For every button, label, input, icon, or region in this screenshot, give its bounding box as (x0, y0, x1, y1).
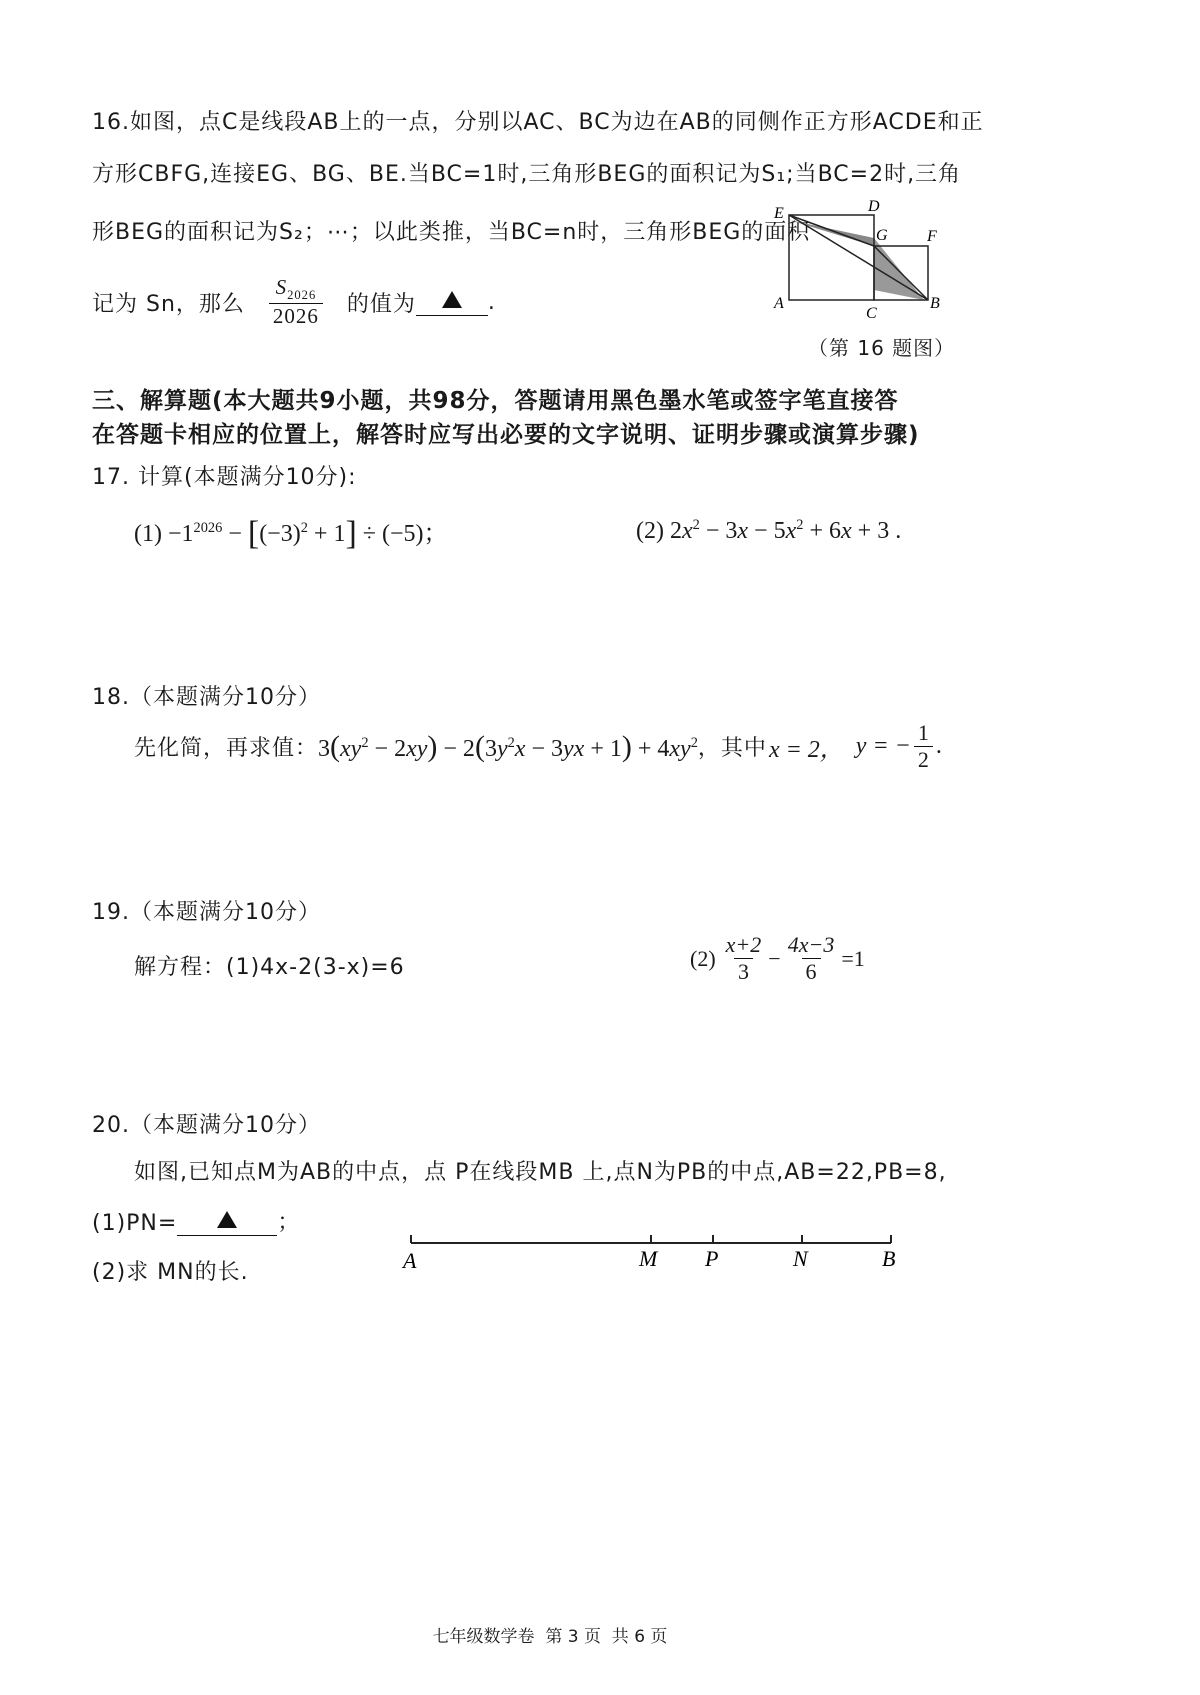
section3-line-2: 在答题卡相应的位置上，解答时应写出必要的文字说明、证明步骤或演算步骤) (92, 422, 920, 448)
q16-line-4 (92, 275, 496, 329)
q19-rhs: =1 (841, 945, 865, 971)
q16-frac-num: S (275, 275, 288, 299)
q16-line-3: 形BEG的面积记为S₂；⋯；以此类推，当BC=n时，三角形BEG的面积 (92, 220, 811, 245)
q18-cond: ，其中 (697, 736, 767, 761)
q17-part-1-label: (1) (134, 521, 162, 547)
q18-y-fraction (914, 720, 933, 773)
q19-num-2: 4x−3 (787, 932, 835, 957)
q18-x-value: x = 2， (768, 737, 844, 763)
q16-answer-blank (416, 289, 488, 316)
q16-shade-2 (874, 238, 924, 300)
q16-label-g: G (876, 227, 888, 244)
q17-part-2-label: (2) (636, 518, 664, 544)
q16-line-1: 16.如图，点C是线段AB上的一点，分别以AC、BC为边在AB的同侧作正方形ACDE和正 (92, 110, 984, 135)
q16-label-a: A (774, 295, 784, 312)
q20-part-1-end: ； (277, 1210, 301, 1235)
q16-square-acde (789, 215, 874, 300)
q20-description: 如图,已知点M为AB的中点，点 P在线段MB 上,点N为PB的中点,AB=22,PB=8, (134, 1160, 947, 1185)
q19-fraction-2 (784, 932, 839, 985)
page-footer: 七年级数学卷 第 3 页 共 6 页 (432, 1627, 668, 1647)
q16-end: . (487, 289, 496, 315)
q19-fraction-1 (722, 932, 766, 985)
q19-num-1: x+2 (725, 932, 762, 957)
q16-label-d: D (868, 198, 880, 215)
q19-den-2: 6 (802, 958, 821, 985)
q20-part-2: (2)求 MN的长. (92, 1260, 249, 1285)
q20-part-1-pre: (1)PN= (92, 1211, 178, 1236)
q18-y-den: 2 (914, 746, 933, 773)
q20-title: 20.（本题满分10分） (92, 1113, 321, 1138)
q18-title: 18.（本题满分10分） (92, 685, 321, 710)
q20-answer-triangle-icon (217, 1211, 237, 1228)
q18-y-value-pre: y = − (855, 733, 911, 759)
q16-label-f: F (927, 228, 937, 245)
q16-segment-be (789, 215, 928, 300)
q19-den-1: 3 (734, 958, 753, 985)
q16-caption: （第 16 题图） (808, 336, 956, 360)
q19-part-2-label: (2) (690, 945, 716, 971)
q20-label-n: N (793, 1246, 808, 1271)
q20-label-m: M (639, 1246, 658, 1271)
q20-label-a: A (403, 1248, 417, 1273)
q20-answer-blank (177, 1209, 277, 1236)
q18-expression: $3(xy^2 - 2xy) - 2(3y^2x - 3yx + 1) + 4xy^2$ (318, 729, 698, 763)
q18-problem (134, 720, 942, 773)
q16-figure (772, 196, 972, 326)
q16-frac-den: 2026 (269, 303, 323, 329)
q17-part-1: $(1) -1^{2026} - [(-3)^2 + 1] \div (-5)$； (134, 515, 448, 552)
q20-line-figure (395, 1225, 915, 1285)
q16-line-2: 方形CBFG,连接EG、BG、BE.当BC=1时,三角形BEG的面积记为S₁;当BC=2时,三角 (92, 162, 962, 187)
section3-line-1: 三、解算题(本大题共9小题，共98分，答题请用黑色墨水笔或签字笔直接答 (92, 388, 899, 414)
q16-fraction (269, 275, 323, 329)
q17-part-2: (2) $2x^2 - 3x - 5x^2 + 6x + 3$ . (636, 517, 902, 544)
q18-prompt: 先化简，再求值： (134, 736, 319, 761)
q17-title: 17. 计算(本题满分10分): (92, 465, 357, 490)
q19-part-1: 解方程：(1)4x-2(3-x)=6 (134, 955, 405, 980)
q20-label-b: B (882, 1246, 896, 1271)
q19-title: 19.（本题满分10分） (92, 900, 321, 925)
q16-frac-num-sub: 2026 (287, 288, 317, 303)
q19-part-2: (2) $\frac{x+2}{3}$ − $\frac{4x-3}{6}$ =1 (690, 932, 865, 984)
q18-y-num: 1 (917, 720, 929, 745)
q16-label-b: B (930, 295, 940, 312)
q16-line-4-post: 的值为 (346, 291, 416, 317)
q16-label-e: E (774, 205, 784, 222)
q20-label-p: P (705, 1246, 719, 1271)
q16-answer-triangle-icon (442, 291, 462, 308)
q16-label-c: C (866, 305, 877, 322)
q20-part-1 (92, 1205, 300, 1236)
q18-end: . (935, 733, 942, 759)
q16-line-4-pre: 记为 Sn，那么 (92, 291, 245, 317)
